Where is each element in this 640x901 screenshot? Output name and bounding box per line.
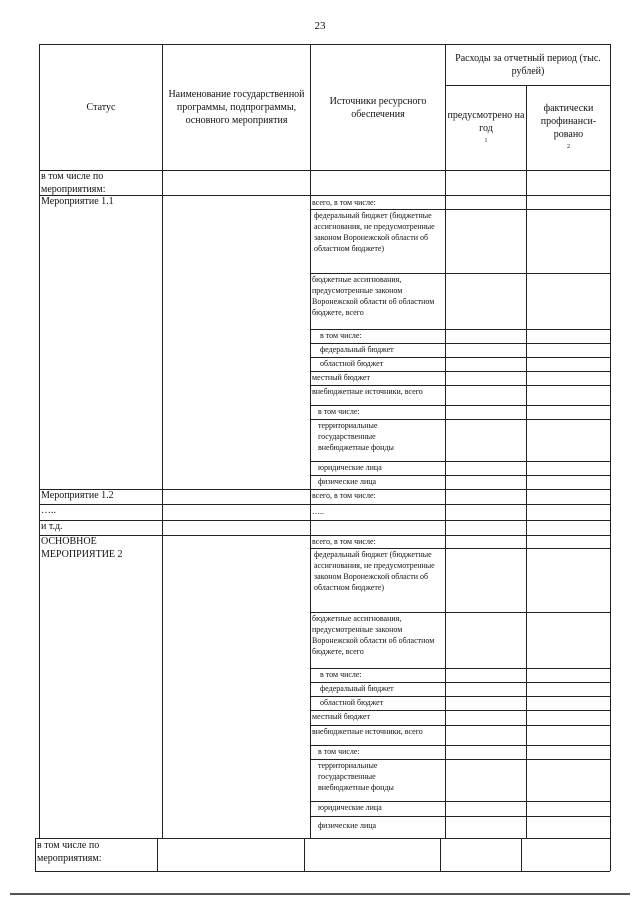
header-expenses: Расходы за отчетный период (тыс. рублей) xyxy=(455,53,601,77)
source-federal-1: федеральный бюджет xyxy=(320,345,394,354)
header-sources: Источники ресурсного обеспечения xyxy=(329,95,427,120)
source-legal-2: юридические лица xyxy=(318,803,382,812)
source-territorial-2: территориальные государственные внебюджетные фонды xyxy=(318,761,394,792)
source-federal-2: федеральный бюджет xyxy=(320,684,394,693)
footnote-1: 1 xyxy=(484,137,488,144)
source-dots: ….. xyxy=(312,507,324,516)
source-individuals-1: физические лица xyxy=(318,477,377,486)
source-incl-1: в том числе: xyxy=(320,331,362,340)
status-event-1-1: Мероприятие 1.1 xyxy=(41,196,114,207)
page-bottom-rule xyxy=(10,893,630,895)
status-dots: ….. xyxy=(41,505,56,516)
source-regional-1: областной бюджет xyxy=(320,359,384,368)
header-planned xyxy=(446,86,526,170)
page-number: 23 xyxy=(314,20,326,32)
header-planned-label: предусмотрено на год xyxy=(447,109,525,134)
header-actual-label: фактически профинанси-ровано xyxy=(540,103,597,140)
source-local-2: местный бюджет xyxy=(312,712,370,721)
source-allocations-2: бюджетные ассигнования, предусмотренные законом Воронежской области об областном бюджете, всего xyxy=(312,614,435,656)
status-main-event-2: ОСНОВНОЕ МЕРОПРИЯТИЕ 2 xyxy=(41,536,123,560)
source-incl-extra-1: в том числе: xyxy=(318,407,360,416)
status-etc: и т.д. xyxy=(41,521,63,532)
status-event-1-2: Мероприятие 1.2 xyxy=(41,490,114,501)
source-total-event-1-2: всего, в том числе: xyxy=(312,491,376,500)
footnote-2: 2 xyxy=(567,144,570,150)
source-allocations-1: бюджетные ассигнования, предусмотренные законом Воронежской области об областном бюджете, всего xyxy=(312,275,435,317)
source-federal-full-1: федеральный бюджет (бюджетные ассигнования, не предусмотренные законом Воронежской области об областном бюджете) xyxy=(314,211,435,253)
status-incl-events-1: в том числе по мероприятиям: xyxy=(41,171,106,195)
source-incl-extra-2: в том числе: xyxy=(318,747,360,756)
source-regional-2: областной бюджет xyxy=(320,698,384,707)
header-status: Статус xyxy=(86,102,116,113)
source-territorial-1: территориальные государственные внебюджетные фонды xyxy=(318,421,394,452)
source-total-1: всего, в том числе: xyxy=(312,198,376,207)
source-legal-1: юридические лица xyxy=(318,463,382,472)
source-local-1: местный бюджет xyxy=(312,373,370,382)
source-incl-2: в том числе: xyxy=(320,670,362,679)
header-actual xyxy=(527,86,610,170)
source-federal-full-2: федеральный бюджет (бюджетные ассигнования, не предусмотренные законом Воронежской области об областном бюджете) xyxy=(314,550,435,592)
header-program-name: Наименование государственной программы, подпрограммы, основного мероприятия xyxy=(168,89,305,126)
source-individuals-2: физические лица xyxy=(318,821,377,830)
status-incl-events-2: в том числе по мероприятиям: xyxy=(37,840,102,864)
source-total-2: всего, в том числе: xyxy=(312,537,376,546)
source-extra-1: внебюджетные источники, всего xyxy=(312,387,423,396)
source-extra-2: внебюджетные источники, всего xyxy=(312,727,423,736)
